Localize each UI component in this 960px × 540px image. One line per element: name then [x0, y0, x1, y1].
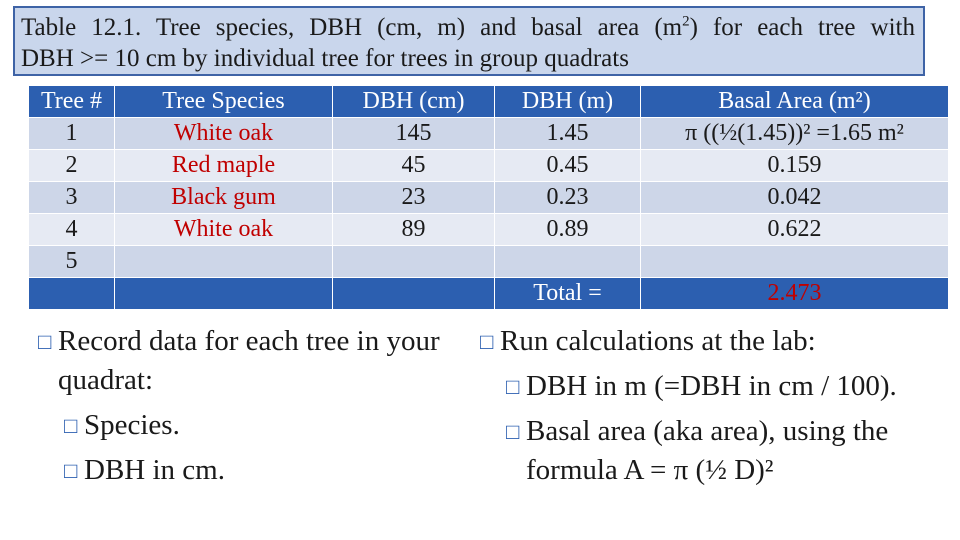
bullet-box-icon: □: [64, 458, 78, 483]
bullet-text: DBH in cm.: [84, 454, 225, 486]
cell-tree-number: 5: [29, 246, 115, 278]
header-tree-species: Tree Species: [115, 86, 333, 118]
left-bullet-list: [38, 322, 458, 496]
header-tree-number: Tree #: [29, 86, 115, 118]
cell-dbh-cm: 45: [333, 150, 495, 182]
cell-dbh-m: [495, 246, 641, 278]
bullet-text: Record data for each tree in your quadrat:: [58, 325, 440, 396]
right-bullet-list: [480, 322, 950, 496]
bullet-box-icon: □: [38, 329, 52, 354]
bullet-box-icon: □: [506, 419, 520, 444]
cell-dbh-m: 0.89: [495, 214, 641, 246]
sub-bullet-item: [64, 451, 458, 490]
bullet-box-icon: □: [64, 413, 78, 438]
cell-tree-number: 4: [29, 214, 115, 246]
cell-dbh-cm: 145: [333, 118, 495, 150]
tree-data-table: [28, 85, 949, 310]
cell-tree-number: 1: [29, 118, 115, 150]
cell-dbh-cm: 23: [333, 182, 495, 214]
cell-basal-area: [641, 246, 949, 278]
sub-bullet-item: [64, 406, 458, 445]
cell-species: White oak: [115, 214, 333, 246]
cell-dbh-m: 0.45: [495, 150, 641, 182]
header-dbh-m: DBH (m): [495, 86, 641, 118]
total-value: 2.473: [641, 278, 949, 310]
bullet-item: [480, 322, 950, 361]
table-row: [29, 182, 949, 214]
bullet-text: DBH in m (=DBH in cm / 100).: [526, 370, 897, 402]
table-row: [29, 246, 949, 278]
bullet-box-icon: □: [506, 374, 520, 399]
bullet-text: Basal area (aka area), using the formula A = π (½ D)²: [526, 415, 889, 486]
total-empty-cell: [115, 278, 333, 310]
bullet-text: Species.: [84, 409, 180, 441]
cell-species: Red maple: [115, 150, 333, 182]
header-basal-area: Basal Area (m²): [641, 86, 949, 118]
table-caption: [21, 12, 915, 74]
table-total-row: [29, 278, 949, 310]
total-empty-cell: [333, 278, 495, 310]
table-caption-box: [13, 6, 925, 76]
total-label: Total =: [495, 278, 641, 310]
cell-basal-area: 0.159: [641, 150, 949, 182]
bullet-text: Run calculations at the lab:: [500, 325, 816, 357]
table-row: [29, 214, 949, 246]
sub-bullet-item: [506, 367, 950, 406]
bullet-item: [38, 322, 458, 400]
total-empty-cell: [29, 278, 115, 310]
header-dbh-cm: DBH (cm): [333, 86, 495, 118]
sub-bullet-item: [506, 412, 950, 490]
bullet-box-icon: □: [480, 329, 494, 354]
table-row: [29, 118, 949, 150]
cell-species: Black gum: [115, 182, 333, 214]
caption-line1-pre: Table 12.1. Tree species, DBH (cm, m) and basal area (m: [21, 14, 683, 41]
cell-dbh-cm: [333, 246, 495, 278]
cell-species: [115, 246, 333, 278]
caption-line2: DBH >= 10 cm by individual tree for trees in group quadrats: [21, 45, 629, 72]
caption-line1-post: ) for each tree with: [689, 14, 915, 41]
cell-species: White oak: [115, 118, 333, 150]
table-row: [29, 150, 949, 182]
cell-basal-area: 0.622: [641, 214, 949, 246]
cell-tree-number: 3: [29, 182, 115, 214]
cell-basal-area: π ((½(1.45))² =1.65 m²: [641, 118, 949, 150]
cell-basal-area: 0.042: [641, 182, 949, 214]
caption-superscript: 2: [682, 13, 690, 30]
table-header-row: [29, 86, 949, 118]
cell-dbh-m: 1.45: [495, 118, 641, 150]
cell-dbh-m: 0.23: [495, 182, 641, 214]
cell-tree-number: 2: [29, 150, 115, 182]
cell-dbh-cm: 89: [333, 214, 495, 246]
